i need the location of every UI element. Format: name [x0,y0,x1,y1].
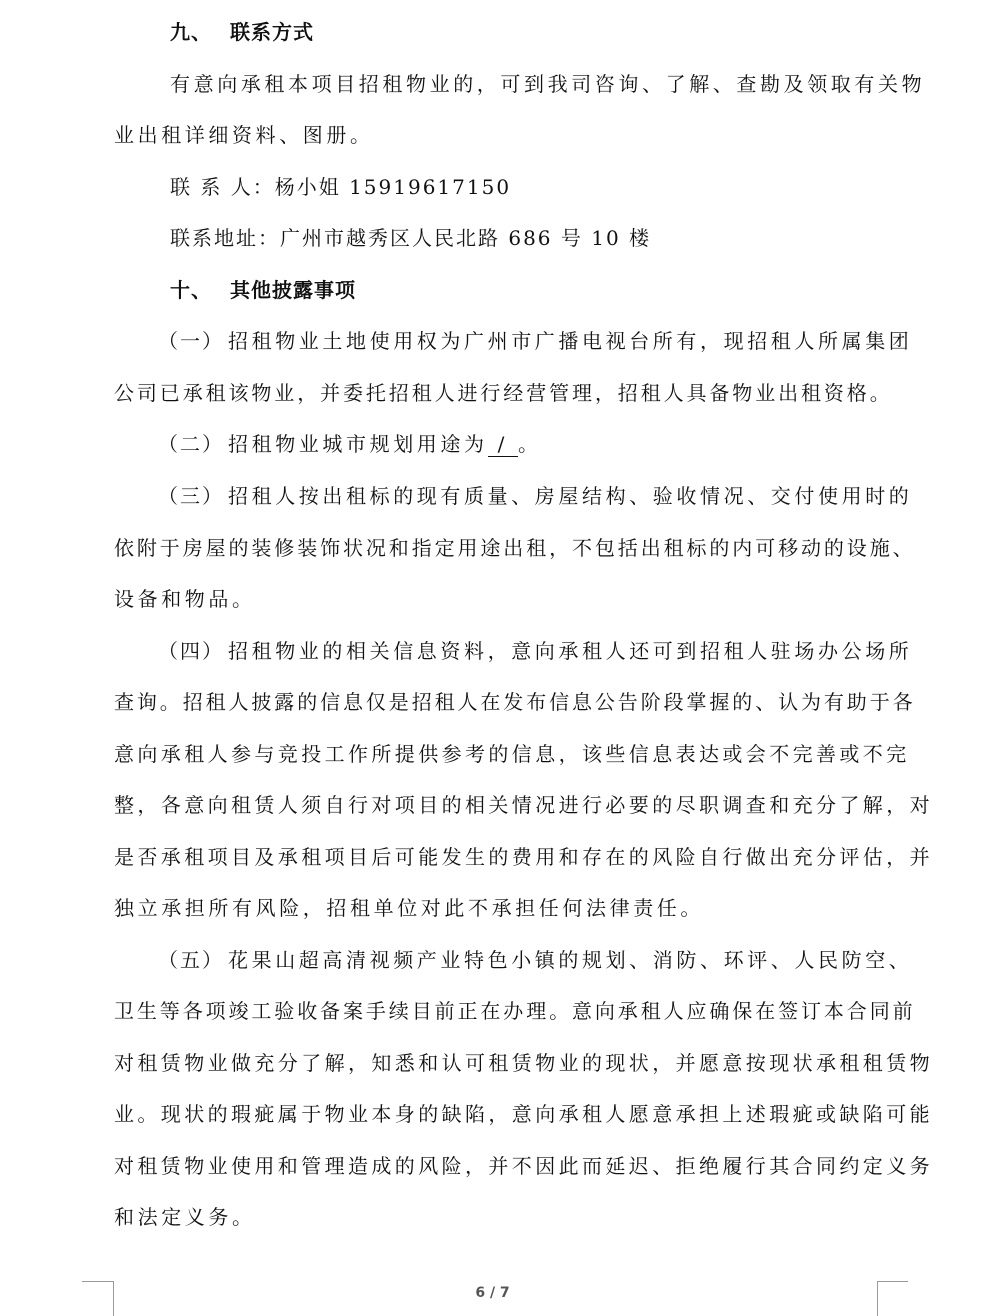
paragraph-line: 对租赁物业使用和管理造成的风险，并不因此而延迟、拒绝履行其合同约定义务 [114,1154,933,1178]
paragraph-text: 招租人按出租标的现有质量、房屋结构、验收情况、交付使用时的 [228,484,913,508]
item-label: （五） [158,948,224,972]
paragraph-line: 查询。招租人披露的信息仅是招租人在发布信息公告阶段掌握的、认为有助于各 [114,690,916,714]
paragraph-text: 招租物业的相关信息资料，意向承租人还可到招租人驻场办公场所 [228,639,913,663]
item-label: （四） [158,639,224,663]
paragraph-line: 独立承担所有风险，招租单位对此不承担任何法律责任。 [114,896,704,920]
crop-mark-left-horizontal [82,1281,113,1282]
paragraph-text: 招租物业城市规划用途为 [228,432,488,456]
item-label: （二） [158,432,224,456]
paragraph-line: 是否承租项目及承租项目后可能发生的费用和存在的风险自行做出充分评估，并 [114,845,933,869]
paragraph-line: 意向承租人参与竞投工作所提供参考的信息，该些信息表达或会不完善或不完 [114,742,910,766]
paragraph-text: 花果山超高清视频产业特色小镇的规划、消防、环评、人民防空、 [228,948,913,972]
paragraph-line: 和法定义务。 [114,1205,256,1229]
crop-mark-right-horizontal [877,1281,908,1282]
item-label: （三） [158,484,224,508]
section-title: 联系方式 [230,20,314,44]
page-number: 6 / 7 [475,1285,510,1301]
paragraph-line: 有意向承租本项目招租物业的，可到我司咨询、了解、查勘及领取有关物 [170,72,926,96]
paragraph-line: 设备和物品。 [114,587,256,611]
paragraph-line: 业出租详细资料、图册。 [114,123,374,147]
section-heading-10 [170,276,356,304]
list-item-first-line [158,637,912,665]
paragraph-line: 依附于房屋的装修装饰状况和指定用途出租，不包括出租标的内可移动的设施、 [114,536,916,560]
paragraph-line: 业。现状的瑕疵属于物业本身的缺陷，意向承租人愿意承担上述瑕疵或缺陷可能 [114,1102,933,1126]
paragraph-text: 招租物业土地使用权为广州市广播电视台所有，现招租人所属集团 [228,329,913,353]
contact-address: 联系地址：广州市越秀区人民北路 686 号 10 楼 [170,226,652,250]
section-number: 十、 [170,278,212,302]
contact-person: 联 系 人：杨小姐 15919617150 [170,175,512,199]
list-item-first-line [158,946,912,974]
paragraph-line: 整，各意向租赁人须自行对项目的相关情况进行必要的尽职调查和充分了解，对 [114,793,933,817]
paragraph-line: 对租赁物业做充分了解，知悉和认可租赁物业的现状，并愿意按现状承租租赁物 [114,1051,933,1075]
paragraph-line: 卫生等各项竣工验收备案手续目前正在办理。意向承租人应确保在签订本合同前 [114,999,916,1023]
list-item-first-line [158,327,912,355]
section-title: 其他披露事项 [230,278,356,302]
underlined-value: / [488,432,518,457]
section-number: 九、 [170,20,212,44]
item-label: （一） [158,329,224,353]
paragraph-text: 。 [517,432,542,456]
section-heading-9 [170,18,314,46]
paragraph-line: 公司已承租该物业，并委托招租人进行经营管理，招租人具备物业出租资格。 [114,381,893,405]
list-item-first-line [158,430,542,458]
list-item-first-line [158,482,912,510]
